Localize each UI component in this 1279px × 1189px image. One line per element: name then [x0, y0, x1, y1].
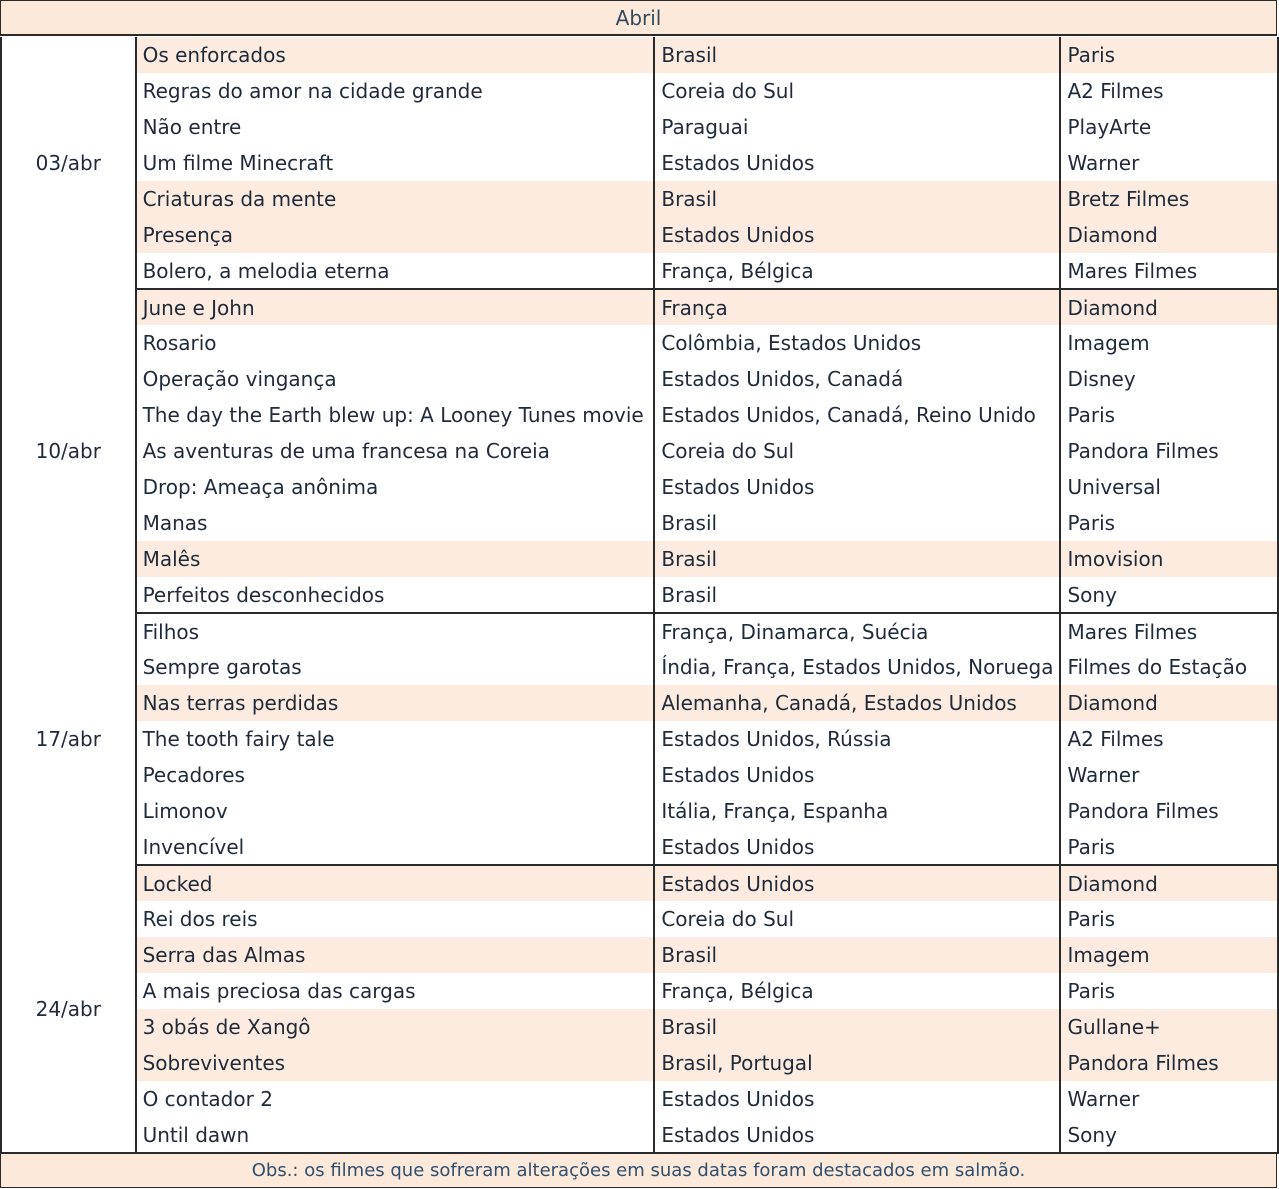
table-row: [1, 505, 1278, 541]
table-row: [1, 1081, 1278, 1117]
table-row: [1, 1117, 1278, 1153]
distributor-cell: Diamond: [1060, 865, 1278, 901]
movie-title-cell: As aventuras de uma francesa na Coreia: [136, 433, 655, 469]
distributor-cell: Disney: [1060, 361, 1278, 397]
country-cell: Paraguai: [654, 109, 1060, 145]
distributor-cell: Warner: [1060, 145, 1278, 181]
table-row: [1, 721, 1278, 757]
distributor-cell: A2 Filmes: [1060, 73, 1278, 109]
distributor-cell: Imagem: [1060, 325, 1278, 361]
country-cell: Alemanha, Canadá, Estados Unidos: [654, 685, 1060, 721]
movie-title-cell: 3 obás de Xangô: [136, 1009, 655, 1045]
movie-title-cell: A mais preciosa das cargas: [136, 973, 655, 1009]
distributor-cell: Warner: [1060, 1081, 1278, 1117]
movie-title-cell: Sempre garotas: [136, 649, 655, 685]
country-cell: Estados Unidos: [654, 829, 1060, 865]
country-cell: Colômbia, Estados Unidos: [654, 325, 1060, 361]
movie-title-cell: Locked: [136, 865, 655, 901]
distributor-cell: Paris: [1060, 505, 1278, 541]
distributor-cell: Filmes do Estação: [1060, 649, 1278, 685]
distributor-cell: Universal: [1060, 469, 1278, 505]
country-cell: Brasil: [654, 541, 1060, 577]
country-cell: Coreia do Sul: [654, 433, 1060, 469]
country-cell: Estados Unidos: [654, 1081, 1060, 1117]
country-cell: França, Bélgica: [654, 973, 1060, 1009]
release-table: [0, 37, 1279, 1154]
distributor-cell: Paris: [1060, 829, 1278, 865]
table-row: [1, 1009, 1278, 1045]
footer-note: Obs.: os filmes que sofreram alterações em suas datas foram destacados em salmão.: [0, 1152, 1277, 1188]
movie-title-cell: Serra das Almas: [136, 937, 655, 973]
distributor-cell: Mares Filmes: [1060, 253, 1278, 289]
distributor-cell: Pandora Filmes: [1060, 793, 1278, 829]
movie-title-cell: Presença: [136, 217, 655, 253]
table-row: [1, 253, 1278, 289]
movie-title-cell: Invencível: [136, 829, 655, 865]
movie-title-cell: Não entre: [136, 109, 655, 145]
country-cell: Brasil: [654, 577, 1060, 613]
table-row: [1, 109, 1278, 145]
movie-title-cell: Um filme Minecraft: [136, 145, 655, 181]
distributor-cell: Sony: [1060, 1117, 1278, 1153]
country-cell: Brasil: [654, 937, 1060, 973]
table-row: [1, 613, 1278, 649]
distributor-cell: PlayArte: [1060, 109, 1278, 145]
country-cell: Estados Unidos: [654, 145, 1060, 181]
table-row: [1, 37, 1278, 73]
country-cell: Estados Unidos, Rússia: [654, 721, 1060, 757]
distributor-cell: Pandora Filmes: [1060, 433, 1278, 469]
country-cell: Estados Unidos: [654, 217, 1060, 253]
movie-title-cell: June e John: [136, 289, 655, 325]
country-cell: Estados Unidos: [654, 757, 1060, 793]
table-row: [1, 829, 1278, 865]
table-row: [1, 865, 1278, 901]
movie-title-cell: Drop: Ameaça anônima: [136, 469, 655, 505]
country-cell: Coreia do Sul: [654, 901, 1060, 937]
distributor-cell: Diamond: [1060, 685, 1278, 721]
country-cell: Brasil: [654, 181, 1060, 217]
distributor-cell: Gullane+: [1060, 1009, 1278, 1045]
release-date-cell: 24/abr: [1, 865, 136, 1153]
table-row: [1, 541, 1278, 577]
month-title: Abril: [0, 0, 1277, 36]
table-row: [1, 361, 1278, 397]
country-cell: França: [654, 289, 1060, 325]
release-date-cell: 17/abr: [1, 613, 136, 865]
country-cell: Índia, França, Estados Unidos, Noruega: [654, 649, 1060, 685]
table-row: [1, 937, 1278, 973]
movie-title-cell: Limonov: [136, 793, 655, 829]
movie-title-cell: The tooth fairy tale: [136, 721, 655, 757]
country-cell: França, Dinamarca, Suécia: [654, 613, 1060, 649]
distributor-cell: Bretz Filmes: [1060, 181, 1278, 217]
distributor-cell: Sony: [1060, 577, 1278, 613]
table-row: [1, 325, 1278, 361]
table-row: [1, 73, 1278, 109]
table-row: [1, 685, 1278, 721]
distributor-cell: Paris: [1060, 973, 1278, 1009]
movie-title-cell: O contador 2: [136, 1081, 655, 1117]
movie-title-cell: Nas terras perdidas: [136, 685, 655, 721]
country-cell: Estados Unidos: [654, 469, 1060, 505]
country-cell: Coreia do Sul: [654, 73, 1060, 109]
distributor-cell: Warner: [1060, 757, 1278, 793]
movie-title-cell: Perfeitos desconhecidos: [136, 577, 655, 613]
table-row: [1, 973, 1278, 1009]
distributor-cell: Pandora Filmes: [1060, 1045, 1278, 1081]
country-cell: França, Bélgica: [654, 253, 1060, 289]
table-row: [1, 433, 1278, 469]
country-cell: Brasil, Portugal: [654, 1045, 1060, 1081]
distributor-cell: Paris: [1060, 901, 1278, 937]
movie-title-cell: Manas: [136, 505, 655, 541]
country-cell: Brasil: [654, 37, 1060, 73]
table-row: [1, 757, 1278, 793]
distributor-cell: Diamond: [1060, 289, 1278, 325]
movie-title-cell: Until dawn: [136, 1117, 655, 1153]
table-row: [1, 145, 1278, 181]
table-row: [1, 217, 1278, 253]
country-cell: Brasil: [654, 1009, 1060, 1045]
table-row: [1, 289, 1278, 325]
table-row: [1, 397, 1278, 433]
movie-title-cell: Rei dos reis: [136, 901, 655, 937]
distributor-cell: Paris: [1060, 397, 1278, 433]
table-row: [1, 649, 1278, 685]
movie-title-cell: Sobreviventes: [136, 1045, 655, 1081]
country-cell: Estados Unidos: [654, 1117, 1060, 1153]
release-date-cell: 03/abr: [1, 37, 136, 289]
distributor-cell: Imovision: [1060, 541, 1278, 577]
movie-title-cell: Rosario: [136, 325, 655, 361]
movie-title-cell: The day the Earth blew up: A Looney Tunes movie: [136, 397, 655, 433]
movie-title-cell: Regras do amor na cidade grande: [136, 73, 655, 109]
movie-title-cell: Bolero, a melodia eterna: [136, 253, 655, 289]
movie-title-cell: Operação vingança: [136, 361, 655, 397]
country-cell: Itália, França, Espanha: [654, 793, 1060, 829]
table-row: [1, 1045, 1278, 1081]
movie-title-cell: Pecadores: [136, 757, 655, 793]
distributor-cell: Diamond: [1060, 217, 1278, 253]
distributor-cell: Mares Filmes: [1060, 613, 1278, 649]
movie-title-cell: Os enforcados: [136, 37, 655, 73]
table-row: [1, 577, 1278, 613]
table-row: [1, 469, 1278, 505]
distributor-cell: A2 Filmes: [1060, 721, 1278, 757]
movie-title-cell: Filhos: [136, 613, 655, 649]
country-cell: Estados Unidos, Canadá: [654, 361, 1060, 397]
table-row: [1, 793, 1278, 829]
country-cell: Brasil: [654, 505, 1060, 541]
table-row: [1, 901, 1278, 937]
distributor-cell: Imagem: [1060, 937, 1278, 973]
country-cell: Estados Unidos: [654, 865, 1060, 901]
release-date-cell: 10/abr: [1, 289, 136, 613]
movie-title-cell: Criaturas da mente: [136, 181, 655, 217]
country-cell: Estados Unidos, Canadá, Reino Unido: [654, 397, 1060, 433]
distributor-cell: Paris: [1060, 37, 1278, 73]
table-row: [1, 181, 1278, 217]
movie-title-cell: Malês: [136, 541, 655, 577]
